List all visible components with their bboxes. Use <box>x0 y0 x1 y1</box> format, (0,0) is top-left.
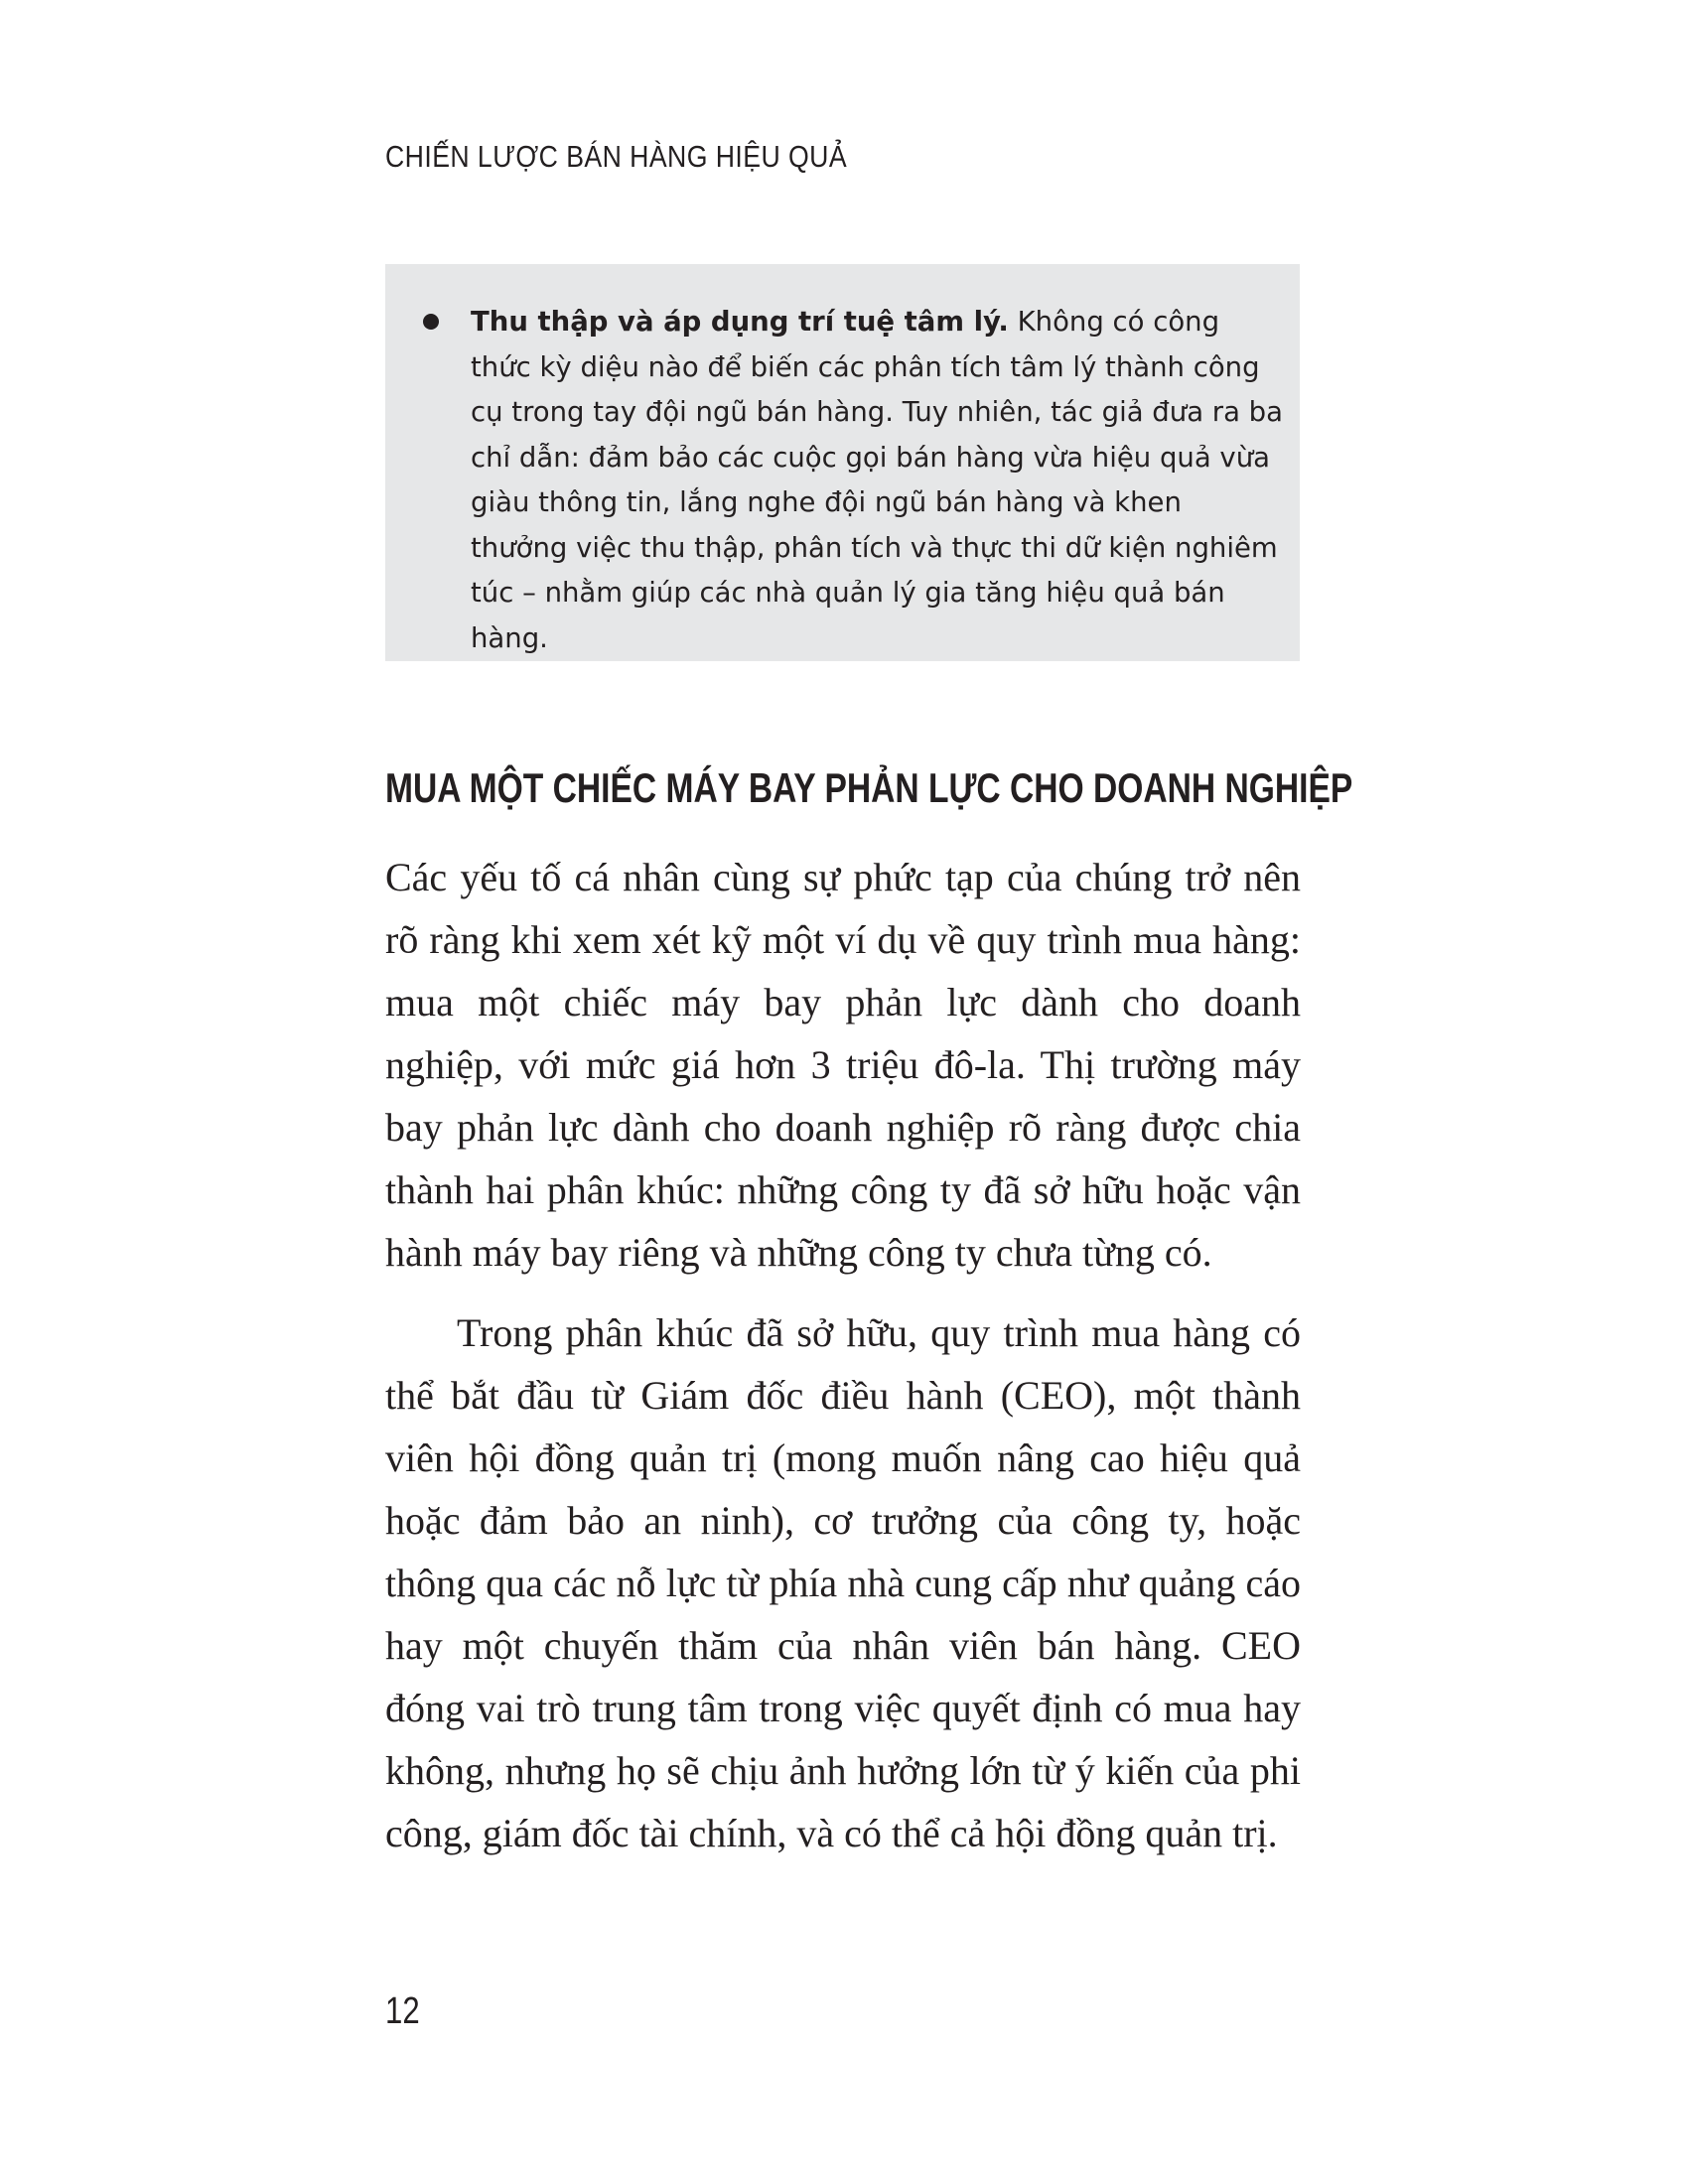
callout-bullet-lead: Thu thập và áp dụng trí tuệ tâm lý. <box>471 306 1009 338</box>
page-number: 12 <box>385 1990 420 2032</box>
callout-bullet-text <box>471 300 1285 661</box>
callout-box <box>385 264 1300 661</box>
body-paragraph-2: Trong phân khúc đã sở hữu, quy trình mua hàng có thể bắt đầu từ Giám đốc điều hành (CEO), một thành viên hội đồng quản trị (mong muốn nâng cao hiệu quả hoặc đảm bảo an ninh), cơ trưởng của công ty, hoặc thông qua các nỗ lực từ phía nhà cung cấp như quảng cáo hay một chuyến thăm của nhân viên bán hàng. CEO đóng vai trò trung tâm trong việc quyết định có mua hay không, nhưng họ sẽ chịu ảnh hưởng lớn từ ý kiến của phi công, giám đốc tài chính, và có thể cả hội đồng quản trị. <box>385 1310 1301 1855</box>
bullet-dot-icon <box>423 314 439 330</box>
section-heading: MUA MỘT CHIẾC MÁY BAY PHẢN LỰC CHO DOANH NGHIỆP <box>385 764 1353 811</box>
running-header: CHIẾN LƯỢC BÁN HÀNG HIỆU QUẢ <box>385 139 848 174</box>
callout-bullet-body: Không có công thức kỳ diệu nào để biến các phân tích tâm lý thành công cụ trong tay đội ngũ bán hàng. Tuy nhiên, tác giả đưa ra ba chỉ dẫn: đảm bảo các cuộc gọi bán hàng vừa hiệu quả vừa giàu thông tin, lắng nghe đội ngũ bán hàng và khen thưởng việc thu thập, phân tích và thực thi dữ kiện nghiêm túc – nhằm giúp các nhà quản lý gia tăng hiệu quả bán hàng. <box>471 306 1283 654</box>
body-paragraph-1: Các yếu tố cá nhân cùng sự phức tạp của chúng trở nên rõ ràng khi xem xét kỹ một ví dụ về quy trình mua hàng: mua một chiếc máy bay phản lực dành cho doanh nghiệp, với mức giá hơn 3 triệu đô-la. Thị trường máy bay phản lực dành cho doanh nghiệp rõ ràng được chia thành hai phân khúc: những công ty đã sở hữu hoặc vận hành máy bay riêng và những công ty chưa từng có. <box>385 855 1301 1275</box>
